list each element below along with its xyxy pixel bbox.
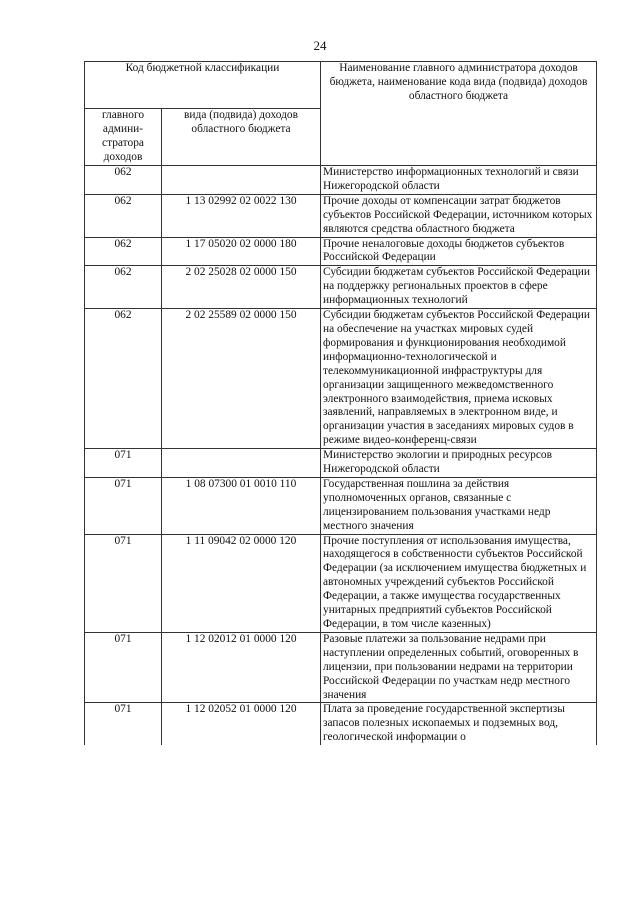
- row-kind-code: 1 12 02052 01 0000 120: [162, 703, 321, 745]
- row-kind-code: 2 02 25589 02 0000 150: [162, 309, 321, 449]
- row-kind-code: 1 13 02992 02 0022 130: [162, 194, 321, 237]
- header-admin: главного админи-стратора доходов: [85, 109, 162, 166]
- row-admin-code: 062: [85, 309, 162, 449]
- header-kind: вида (подвида) доходов областного бюджета: [162, 109, 321, 166]
- row-kind-code: 1 17 05020 02 0000 180: [162, 237, 321, 266]
- row-admin-code: 071: [85, 449, 162, 478]
- row-kind-code: 1 08 07300 01 0010 110: [162, 477, 321, 534]
- row-name: Прочие поступления от использования имущества, находящегося в собственности субъектов Российской Федерации (за исключением имущества бюджетных и автономных учреждений субъектов Российской Федерации, а также имущества государственных унитарных предприятий субъектов Российской Федерации, в том числе казенных): [321, 534, 597, 632]
- row-name: Министерство экологии и природных ресурсов Нижегородской области: [321, 449, 597, 478]
- row-name: Субсидии бюджетам субъектов Российской Федерации на обеспечение на участках мировых судей формирования и функционирования необходимой информационно-технологической и телекоммуникационной инфраструктуры для организации защищенного межведомственного электронного взаимодействия, приема исковых заявлений, направляемых в электронном виде, и организации участия в заседаниях мировых судов в режиме видео-конференц-связи: [321, 309, 597, 449]
- table-row: [85, 266, 597, 309]
- table-row: [85, 703, 597, 745]
- row-kind-code: [162, 449, 321, 478]
- row-kind-code: [162, 166, 321, 195]
- table-row: [85, 309, 597, 449]
- table-row: [85, 166, 597, 195]
- row-admin-code: 062: [85, 266, 162, 309]
- table-row: [85, 449, 597, 478]
- row-admin-code: 062: [85, 194, 162, 237]
- header-code-group: Код бюджетной классификации: [85, 62, 321, 109]
- row-admin-code: 071: [85, 632, 162, 703]
- table-header-row: [85, 62, 597, 109]
- row-kind-code: 1 12 02012 01 0000 120: [162, 632, 321, 703]
- row-admin-code: 071: [85, 703, 162, 745]
- row-name: Прочие неналоговые доходы бюджетов субъектов Российской Федерации: [321, 237, 597, 266]
- row-admin-code: 062: [85, 166, 162, 195]
- row-name: Субсидии бюджетам субъектов Российской Федерации на поддержку региональных проектов в сфере информационных технологий: [321, 266, 597, 309]
- row-kind-code: 2 02 25028 02 0000 150: [162, 266, 321, 309]
- page-number: 24: [313, 38, 327, 53]
- table-row: [85, 477, 597, 534]
- row-name: Прочие доходы от компенсации затрат бюджетов субъектов Российской Федерации, источником которых являются средства областного бюджета: [321, 194, 597, 237]
- row-name: Плата за проведение государственной экспертизы запасов полезных ископаемых и подземных вод, геологической информации о: [321, 703, 597, 745]
- row-name: Государственная пошлина за действия уполномоченных органов, связанные с лицензированием пользования участками недр местного значения: [321, 477, 597, 534]
- budget-classification-table: [84, 61, 597, 745]
- row-admin-code: 071: [85, 534, 162, 632]
- header-name: Наименование главного администратора доходов бюджета, наименование кода вида (подвида) доходов областного бюджета: [321, 62, 597, 166]
- row-name: Министерство информационных технологий и связи Нижегородской области: [321, 166, 597, 195]
- table-row: [85, 632, 597, 703]
- row-admin-code: 071: [85, 477, 162, 534]
- table-row: [85, 194, 597, 237]
- row-admin-code: 062: [85, 237, 162, 266]
- row-name: Разовые платежи за пользование недрами при наступлении определенных событий, оговоренных в лицензии, при пользовании недрами на территории Российской Федерации по участкам недр местного значения: [321, 632, 597, 703]
- table-row: [85, 237, 597, 266]
- row-kind-code: 1 11 09042 02 0000 120: [162, 534, 321, 632]
- table-row: [85, 534, 597, 632]
